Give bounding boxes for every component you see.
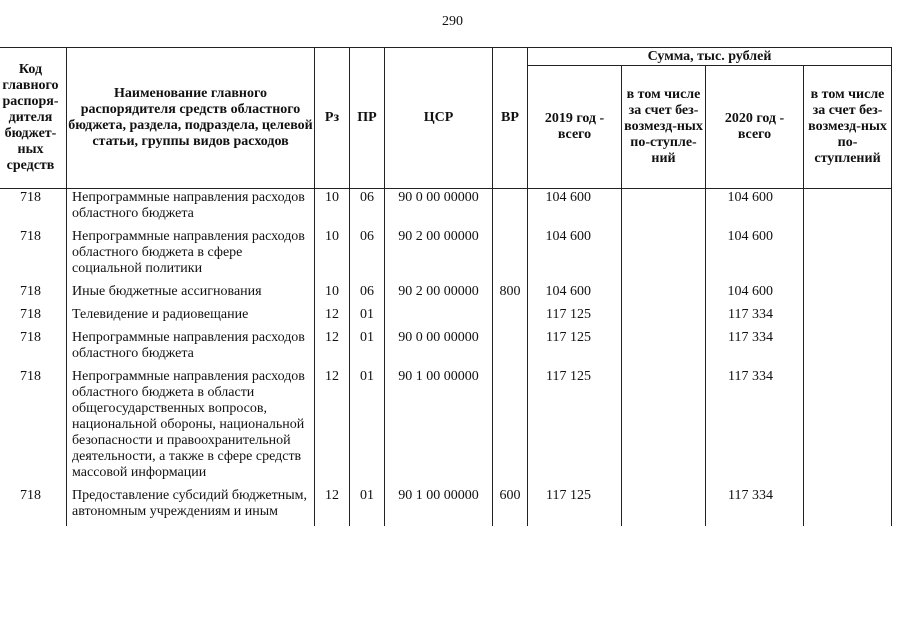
cell-name: Иные бюджетные ассигнования <box>67 283 315 306</box>
cell-csr: 90 2 00 00000 <box>385 228 493 283</box>
cell-2020-free <box>804 283 892 306</box>
cell-code: 718 <box>0 487 67 526</box>
header-csr: ЦСР <box>385 48 493 189</box>
cell-pr: 06 <box>350 228 385 283</box>
cell-2020-total: 104 600 <box>706 189 804 229</box>
cell-rz: 10 <box>315 189 350 229</box>
cell-csr: 90 1 00 00000 <box>385 487 493 526</box>
header-2020-free: в том числе за счет без-возмезд-ных по-ступлений <box>804 66 892 189</box>
table-row <box>0 189 892 229</box>
table-row <box>0 283 892 306</box>
cell-name: Непрограммные направления расходов областного бюджета в сфере социальной политики <box>67 228 315 283</box>
cell-pr: 06 <box>350 283 385 306</box>
cell-2020-free <box>804 189 892 229</box>
cell-2020-free <box>804 306 892 329</box>
table-row <box>0 487 892 526</box>
cell-2020-free <box>804 228 892 283</box>
header-code: Код главного распоря-дителя бюджет-ных средств <box>0 48 67 189</box>
cell-code: 718 <box>0 228 67 283</box>
cell-vr: 600 <box>493 487 528 526</box>
cell-2019-total: 117 125 <box>528 306 622 329</box>
cell-code: 718 <box>0 189 67 229</box>
cell-rz: 12 <box>315 306 350 329</box>
budget-table <box>0 47 892 526</box>
cell-csr <box>385 306 493 329</box>
cell-name: Непрограммные направления расходов областного бюджета в области общегосударственных вопросов, национальной обороны, национальной безопасности и правоохранительной деятельности, а также в сфере средств массовой информации <box>67 368 315 487</box>
page-number: 290 <box>442 14 463 29</box>
cell-name: Непрограммные направления расходов областного бюджета <box>67 329 315 368</box>
cell-2020-total: 117 334 <box>706 487 804 526</box>
cell-2019-free <box>622 329 706 368</box>
header-vr: ВР <box>493 48 528 189</box>
cell-rz: 12 <box>315 329 350 368</box>
cell-csr: 90 0 00 00000 <box>385 189 493 229</box>
cell-rz: 10 <box>315 228 350 283</box>
cell-code: 718 <box>0 368 67 487</box>
cell-vr <box>493 306 528 329</box>
cell-2019-free <box>622 283 706 306</box>
cell-code: 718 <box>0 306 67 329</box>
cell-pr: 01 <box>350 306 385 329</box>
cell-pr: 01 <box>350 368 385 487</box>
header-2019-total: 2019 год - всего <box>528 66 622 189</box>
cell-rz: 10 <box>315 283 350 306</box>
cell-2020-total: 104 600 <box>706 228 804 283</box>
cell-vr: 800 <box>493 283 528 306</box>
header-sum-group: Сумма, тыс. рублей <box>528 48 892 66</box>
cell-csr: 90 1 00 00000 <box>385 368 493 487</box>
cell-2020-total: 117 334 <box>706 368 804 487</box>
cell-2019-free <box>622 306 706 329</box>
header-2020-total: 2020 год - всего <box>706 66 804 189</box>
cell-2019-total: 104 600 <box>528 228 622 283</box>
cell-2019-free <box>622 368 706 487</box>
cell-vr <box>493 368 528 487</box>
cell-2020-total: 117 334 <box>706 306 804 329</box>
cell-name: Предоставление субсидий бюджетным, автономным учреждениям и иным <box>67 487 315 526</box>
cell-2020-free <box>804 487 892 526</box>
cell-code: 718 <box>0 329 67 368</box>
table-row <box>0 228 892 283</box>
cell-rz: 12 <box>315 368 350 487</box>
cell-2019-free <box>622 189 706 229</box>
cell-2019-free <box>622 228 706 283</box>
cell-2019-total: 117 125 <box>528 329 622 368</box>
cell-rz: 12 <box>315 487 350 526</box>
table-row <box>0 368 892 487</box>
cell-csr: 90 0 00 00000 <box>385 329 493 368</box>
cell-2020-total: 104 600 <box>706 283 804 306</box>
cell-2019-total: 117 125 <box>528 368 622 487</box>
cell-name: Непрограммные направления расходов областного бюджета <box>67 189 315 229</box>
cell-2019-total: 104 600 <box>528 283 622 306</box>
header-pr: ПР <box>350 48 385 189</box>
header-name: Наименование главного распорядителя средств областного бюджета, раздела, подраздела, целевой статьи, группы видов расходов <box>67 48 315 189</box>
cell-vr <box>493 189 528 229</box>
cell-2020-free <box>804 329 892 368</box>
header-2019-free: в том числе за счет без-возмезд-ных по-ступле-ний <box>622 66 706 189</box>
cell-pr: 06 <box>350 189 385 229</box>
header-rz: Рз <box>315 48 350 189</box>
cell-pr: 01 <box>350 487 385 526</box>
table-row <box>0 329 892 368</box>
cell-csr: 90 2 00 00000 <box>385 283 493 306</box>
cell-code: 718 <box>0 283 67 306</box>
cell-2019-free <box>622 487 706 526</box>
cell-2020-free <box>804 368 892 487</box>
cell-pr: 01 <box>350 329 385 368</box>
cell-2019-total: 104 600 <box>528 189 622 229</box>
cell-vr <box>493 329 528 368</box>
table-row <box>0 306 892 329</box>
cell-name: Телевидение и радиовещание <box>67 306 315 329</box>
cell-2019-total: 117 125 <box>528 487 622 526</box>
cell-2020-total: 117 334 <box>706 329 804 368</box>
cell-vr <box>493 228 528 283</box>
